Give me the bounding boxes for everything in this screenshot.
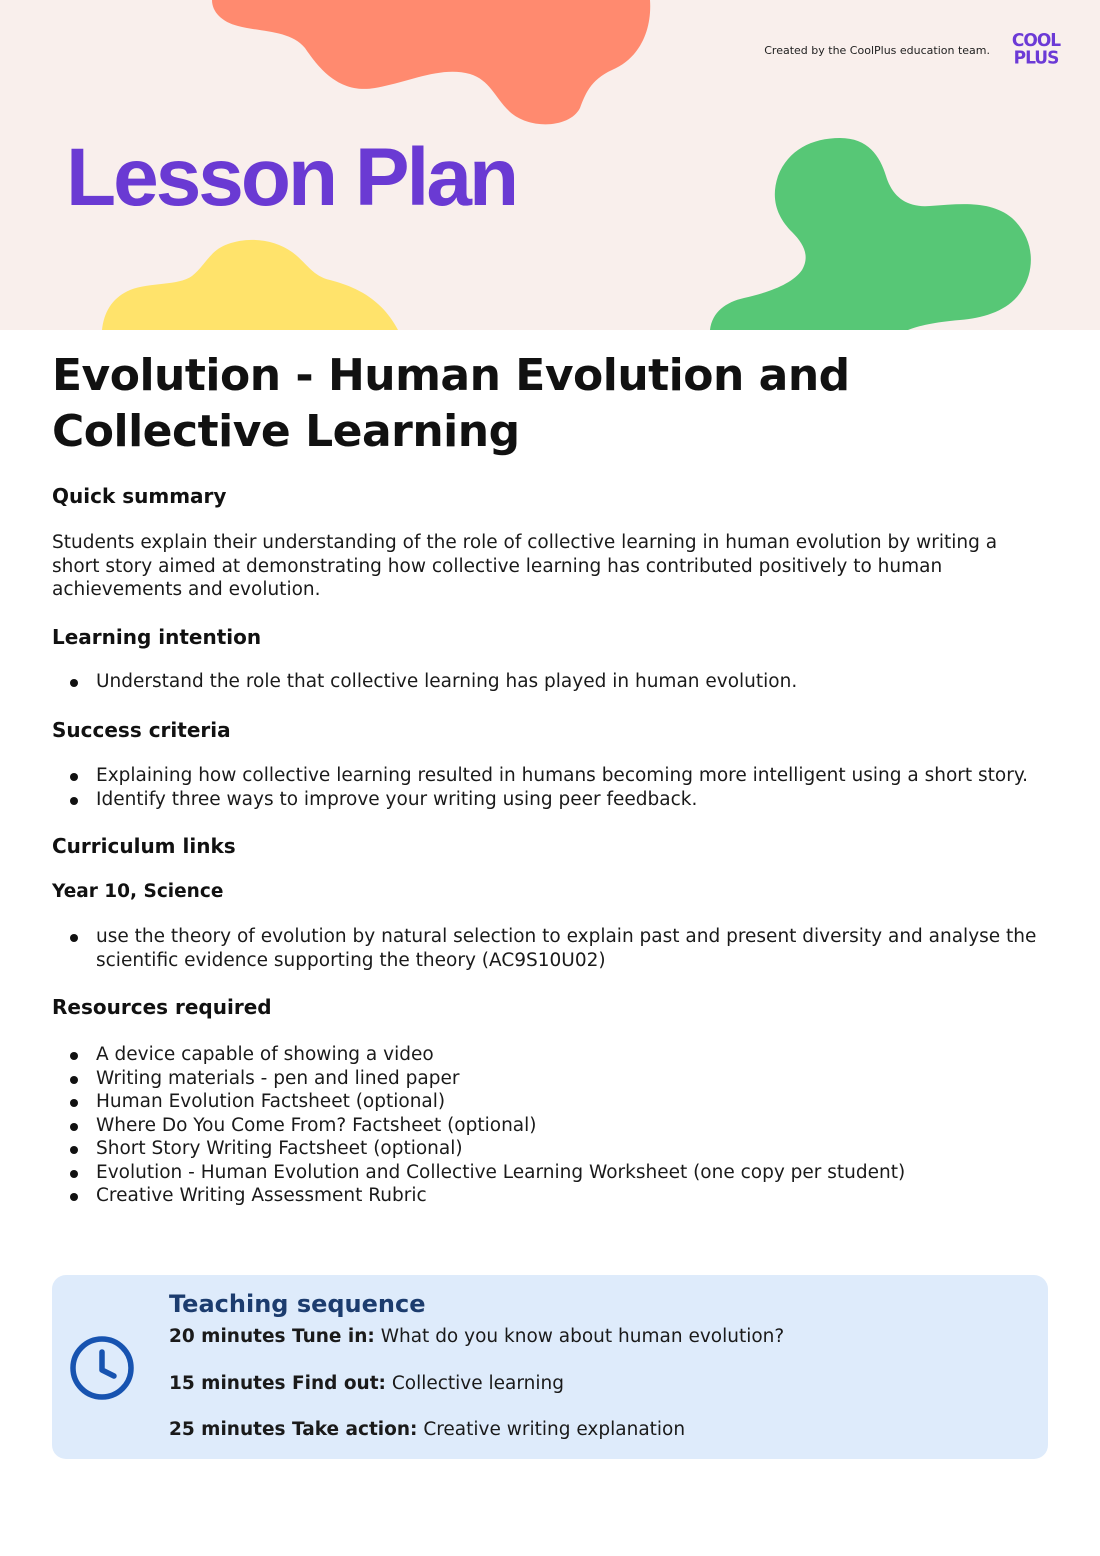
- document-title: [52, 348, 1052, 460]
- step-1-text: What do you know about human evolution?: [380, 1326, 785, 1347]
- logo-line-2: PLUS: [1013, 47, 1059, 69]
- list-item: Writing materials - pen and lined paper: [52, 1067, 1052, 1091]
- list-item: Human Evolution Factsheet (optional): [52, 1090, 1052, 1114]
- document-title-line-1: Evolution - Human Evolution and: [52, 350, 850, 401]
- learning-intention-list: [52, 670, 1052, 694]
- coolplus-logo: [1004, 32, 1068, 68]
- step-1-label: 20 minutes Tune in:: [169, 1326, 375, 1347]
- step-2-text: Collective learning: [391, 1373, 564, 1394]
- curriculum-links-section: [52, 833, 1052, 859]
- resources-section: [52, 994, 1052, 1020]
- teaching-sequence-box: [52, 1275, 1048, 1459]
- sequence-step-3: [169, 1419, 685, 1440]
- curriculum-item-line-1: use the theory of evolution by natural selection to explain past and present diversity and analyse the: [96, 926, 1037, 947]
- list-item: Creative Writing Assessment Rubric: [52, 1184, 1052, 1208]
- sequence-step-2: [169, 1373, 564, 1394]
- sequence-step-1: [169, 1326, 784, 1347]
- step-3-text: Creative writing explanation: [423, 1419, 686, 1440]
- document-title-line-2: Collective Learning: [52, 406, 520, 457]
- logo-line-1: COOL: [1011, 30, 1061, 52]
- success-criteria-section: [52, 717, 1052, 743]
- credit-text: Created by the CoolPlus education team.: [764, 44, 990, 57]
- learning-intention-section: [52, 624, 1052, 650]
- lesson-plan-title: Lesson Plan: [66, 132, 517, 223]
- summary-line-2: short story aimed at demonstrating how collective learning has contributed positively to human: [52, 555, 943, 577]
- clock-icon: [67, 1333, 137, 1403]
- resources-heading: Resources required: [52, 995, 272, 1019]
- list-item: Short Story Writing Factsheet (optional): [52, 1137, 1052, 1161]
- list-item: Identify three ways to improve your writing using peer feedback.: [52, 788, 1052, 812]
- curriculum-list: [52, 925, 1052, 972]
- list-item: Explaining how collective learning resulted in humans becoming more intelligent using a short story.: [52, 764, 1052, 788]
- learning-intention-heading: Learning intention: [52, 625, 262, 649]
- step-3-label: 25 minutes Take action:: [169, 1419, 418, 1440]
- success-criteria-list: [52, 764, 1052, 811]
- step-2-label: 15 minutes Find out:: [169, 1373, 386, 1394]
- summary-line-3: achievements and evolution.: [52, 579, 321, 600]
- list-item: [52, 925, 1052, 972]
- quick-summary-section: [52, 483, 1052, 509]
- curriculum-subheading-wrap: [52, 879, 1052, 905]
- yellow-blob: [102, 240, 398, 330]
- quick-summary-text: [52, 531, 1052, 602]
- resources-list: [52, 1043, 1052, 1208]
- quick-summary-heading: Quick summary: [52, 484, 227, 508]
- list-item: Where Do You Come From? Factsheet (optional): [52, 1114, 1052, 1138]
- curriculum-item-line-2: scientific evidence supporting the theory (AC9S10U02): [96, 949, 606, 971]
- curriculum-subheading: Year 10, Science: [52, 881, 224, 902]
- list-item: Evolution - Human Evolution and Collective Learning Worksheet (one copy per student): [52, 1161, 1052, 1185]
- list-item: Understand the role that collective learning has played in human evolution.: [52, 670, 1052, 694]
- document-content: [52, 348, 1052, 1206]
- list-item: A device capable of showing a video: [52, 1043, 1052, 1067]
- green-blob: [710, 138, 1031, 330]
- teaching-sequence-heading: Teaching sequence: [169, 1290, 426, 1318]
- success-criteria-heading: Success criteria: [52, 718, 231, 742]
- summary-line-1: Students explain their understanding of the role of collective learning in human evolution by writing a: [52, 532, 998, 553]
- curriculum-links-heading: Curriculum links: [52, 834, 236, 858]
- orange-blob: [212, 0, 650, 124]
- header-banner: [0, 0, 1100, 330]
